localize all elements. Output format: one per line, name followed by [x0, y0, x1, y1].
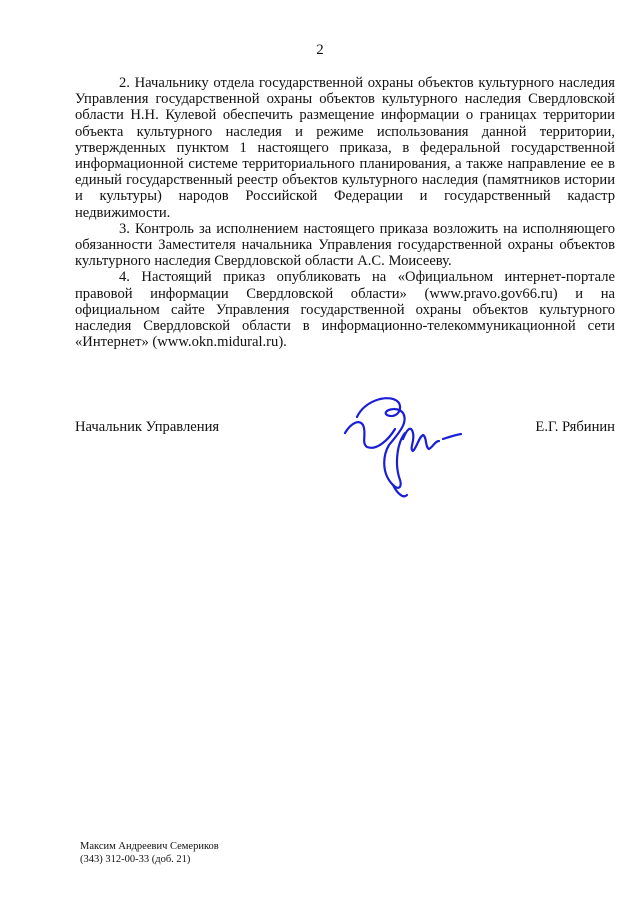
signatory-name: Е.Г. Рябинин	[535, 419, 615, 435]
paragraph-3: 3. Контроль за исполнением настоящего приказа возложить на исполняющего обязанности Заместителя начальника Управления государственной охраны объектов культурного наследия Свердловской области А.С. Моисееву.	[75, 220, 615, 270]
paragraph-4: 4. Настоящий приказ опубликовать на «Официальном интернет-портале правовой информации Свердловской области» (www.pravo.gov66.ru) и на официальном сайте Управления государственной охраны объектов культурного наследия Свердловской области в информационно-телекоммуникационной сети «Интернет» (www.okn.midural.ru).	[75, 269, 615, 351]
page-number: 2	[316, 42, 324, 58]
executor-name: Максим Андреевич Семериков	[80, 841, 219, 852]
executor-phone: (343) 312-00-33 (доб. 21)	[80, 853, 191, 865]
order-body	[75, 75, 615, 350]
handwritten-signature	[337, 389, 467, 507]
signature-block	[75, 419, 615, 509]
paragraph-2: 2. Начальнику отдела государственной охраны объектов культурного наследия Управления государственной охраны объектов культурного наследия Свердловской области Н.Н. Кулевой обеспечить размещение информации о границах территории объекта культурного наследия и режиме использования данной территории, утвержденных пунктом 1 настоящего приказа, в федеральной государственной информационной системе территориального планирования, а также направление ее в единый государственный реестр объектов культурного наследия (памятников истории и культуры) народов Российской Федерации и государственный кадастр недвижимости.	[75, 75, 615, 221]
executor-contact	[80, 841, 219, 866]
signatory-title: Начальник Управления	[75, 419, 220, 435]
